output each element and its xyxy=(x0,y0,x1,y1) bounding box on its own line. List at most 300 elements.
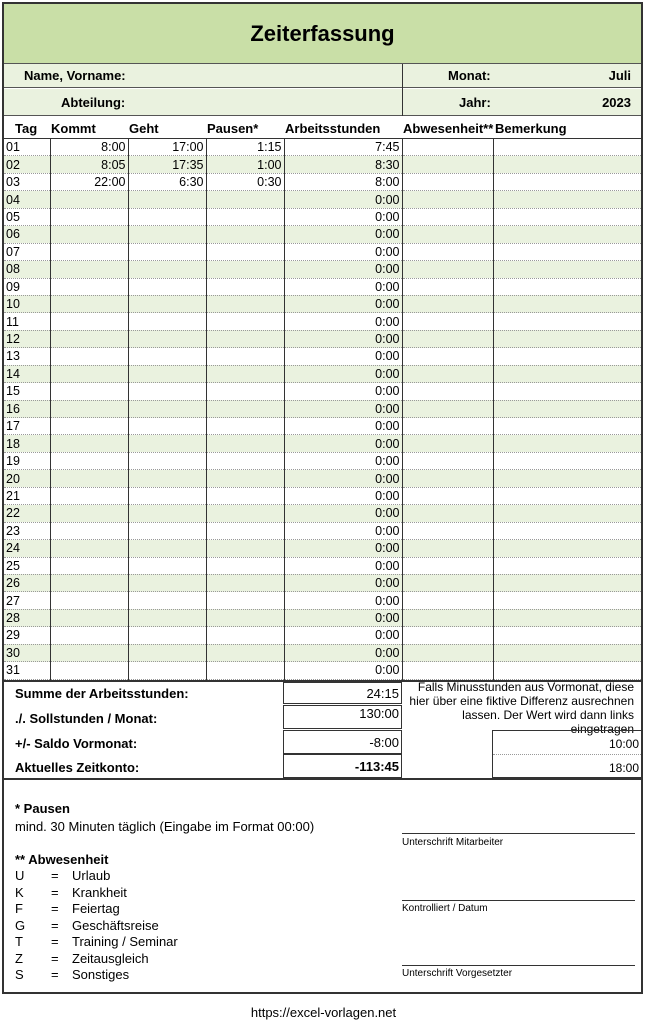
table-cell[interactable] xyxy=(50,191,128,208)
table-cell[interactable] xyxy=(206,261,284,278)
table-cell[interactable] xyxy=(493,435,641,452)
saldo-label: +/- Saldo Vormonat: xyxy=(15,736,138,751)
table-cell[interactable] xyxy=(493,365,641,382)
table-cell[interactable] xyxy=(402,156,493,173)
table-cell: 20 xyxy=(4,470,50,487)
table-cell[interactable] xyxy=(50,609,128,626)
table-row xyxy=(4,452,641,469)
table-cell[interactable] xyxy=(493,348,641,365)
table-cell[interactable] xyxy=(206,627,284,644)
table-cell: 0:00 xyxy=(284,191,402,208)
table-cell[interactable] xyxy=(206,365,284,382)
legend-equals: = xyxy=(51,901,59,916)
table-cell: 0:00 xyxy=(284,609,402,626)
legend-equals: = xyxy=(51,884,59,900)
legend-text: Sonstiges xyxy=(72,967,130,982)
table-cell[interactable] xyxy=(493,592,641,609)
saldo-value[interactable]: -8:00 xyxy=(283,730,402,754)
table-row xyxy=(4,592,641,609)
table-cell[interactable] xyxy=(50,226,128,243)
table-cell: 0:00 xyxy=(284,592,402,609)
table-cell[interactable] xyxy=(128,278,206,295)
table-cell[interactable] xyxy=(493,505,641,522)
table-cell: 30 xyxy=(4,644,50,661)
table-cell[interactable] xyxy=(50,243,128,260)
table-cell[interactable] xyxy=(206,208,284,225)
table-cell: 26 xyxy=(4,574,50,591)
table-row xyxy=(4,435,641,452)
table-cell[interactable] xyxy=(50,418,128,435)
table-cell[interactable] xyxy=(128,226,206,243)
table-cell[interactable] xyxy=(50,574,128,591)
table-cell[interactable] xyxy=(402,208,493,225)
table-cell[interactable] xyxy=(128,365,206,382)
table-cell[interactable] xyxy=(493,470,641,487)
table-cell[interactable] xyxy=(50,452,128,469)
table-cell: 07 xyxy=(4,243,50,260)
table-cell[interactable] xyxy=(493,557,641,574)
table-cell[interactable] xyxy=(402,418,493,435)
legend-code: G xyxy=(15,917,26,933)
table-cell: 0:00 xyxy=(284,295,402,312)
konto-label: Aktuelles Zeitkonto: xyxy=(15,760,140,775)
table-cell[interactable] xyxy=(402,348,493,365)
table-row xyxy=(4,505,641,522)
table-cell[interactable] xyxy=(50,383,128,400)
table-cell[interactable] xyxy=(128,644,206,661)
table-cell[interactable] xyxy=(206,540,284,557)
table-cell[interactable] xyxy=(493,540,641,557)
table-cell[interactable] xyxy=(50,313,128,330)
table-cell[interactable] xyxy=(128,505,206,522)
table-cell[interactable] xyxy=(493,418,641,435)
table-cell[interactable] xyxy=(402,435,493,452)
table-cell[interactable] xyxy=(493,627,641,644)
table-cell[interactable] xyxy=(206,505,284,522)
table-cell[interactable]: 1:15 xyxy=(206,139,284,156)
table-cell[interactable] xyxy=(206,644,284,661)
legend-code: K xyxy=(15,884,24,900)
table-cell[interactable] xyxy=(493,226,641,243)
calc-box xyxy=(492,730,641,778)
table-cell[interactable] xyxy=(493,609,641,626)
table-cell[interactable]: 6:30 xyxy=(128,173,206,190)
col-bemerkung: Bemerkung xyxy=(495,121,567,136)
pausen-text: mind. 30 Minuten täglich (Eingabe im Format 00:00) xyxy=(15,819,315,834)
table-cell[interactable] xyxy=(402,540,493,557)
summary-bottom-rule xyxy=(4,778,641,780)
legend-code: U xyxy=(15,868,25,883)
table-row xyxy=(4,330,641,347)
table-cell[interactable] xyxy=(128,295,206,312)
table-cell[interactable] xyxy=(50,295,128,312)
table-row xyxy=(4,243,641,260)
table-cell[interactable] xyxy=(402,226,493,243)
table-cell: 0:00 xyxy=(284,452,402,469)
table-cell: 0:00 xyxy=(284,208,402,225)
table-cell[interactable] xyxy=(128,418,206,435)
table-cell[interactable] xyxy=(128,592,206,609)
table-cell: 05 xyxy=(4,208,50,225)
table-cell: 08 xyxy=(4,261,50,278)
table-cell[interactable] xyxy=(402,592,493,609)
table-cell: 0:00 xyxy=(284,522,402,539)
table-row xyxy=(4,540,641,557)
table-cell[interactable] xyxy=(206,452,284,469)
table-row xyxy=(4,400,641,417)
legend-item xyxy=(15,885,275,902)
col-tag: Tag xyxy=(15,121,38,136)
table-cell: 8:30 xyxy=(284,156,402,173)
sum-value: 24:15 xyxy=(283,682,402,704)
table-cell[interactable] xyxy=(206,243,284,260)
table-cell[interactable] xyxy=(50,627,128,644)
table-cell[interactable] xyxy=(206,226,284,243)
table-cell: 19 xyxy=(4,452,50,469)
table-cell[interactable] xyxy=(402,173,493,190)
table-cell: 28 xyxy=(4,609,50,626)
year-label: Jahr: xyxy=(459,95,491,110)
table-cell[interactable] xyxy=(206,313,284,330)
table-cell: 0:00 xyxy=(284,383,402,400)
col-kommt: Kommt xyxy=(51,121,96,136)
table-row xyxy=(4,574,641,591)
table-cell[interactable] xyxy=(128,208,206,225)
table-cell: 27 xyxy=(4,592,50,609)
table-cell[interactable] xyxy=(402,557,493,574)
table-cell: 16 xyxy=(4,400,50,417)
legend-equals: = xyxy=(51,967,59,982)
abwesenheit-legend xyxy=(15,868,275,984)
table-cell[interactable] xyxy=(402,522,493,539)
table-cell[interactable] xyxy=(128,400,206,417)
table-cell: 31 xyxy=(4,662,50,679)
signature-supervisor-label: Unterschrift Vorgesetzter xyxy=(402,968,513,979)
month-value[interactable]: Juli xyxy=(608,68,631,83)
table-cell[interactable] xyxy=(50,330,128,347)
signature-employee-label: Unterschrift Mitarbeiter xyxy=(402,837,504,848)
table-row xyxy=(4,644,641,661)
header-divider xyxy=(402,64,403,116)
table-cell: 09 xyxy=(4,278,50,295)
col-arbeitsstunden: Arbeitsstunden xyxy=(285,121,381,136)
legend-item xyxy=(15,918,275,935)
table-cell: 0:00 xyxy=(284,662,402,679)
soll-label: ./. Sollstunden / Monat: xyxy=(15,711,158,726)
table-cell[interactable] xyxy=(128,383,206,400)
table-cell: 02 xyxy=(4,156,50,173)
table-cell[interactable] xyxy=(493,383,641,400)
table-cell[interactable] xyxy=(206,557,284,574)
footer-url[interactable]: https://excel-vorlagen.net xyxy=(250,1005,397,1020)
legend-text: Urlaub xyxy=(72,868,111,883)
table-row xyxy=(4,662,641,679)
table-cell[interactable] xyxy=(128,557,206,574)
table-cell[interactable] xyxy=(128,470,206,487)
table-cell: 17 xyxy=(4,418,50,435)
table-row xyxy=(4,470,641,487)
legend-code: F xyxy=(15,901,23,916)
table-cell[interactable] xyxy=(50,208,128,225)
table-cell[interactable] xyxy=(128,348,206,365)
department-row xyxy=(4,89,641,116)
legend-equals: = xyxy=(51,917,59,933)
table-cell[interactable] xyxy=(128,574,206,591)
col-pausen: Pausen* xyxy=(207,121,259,136)
table-cell[interactable] xyxy=(128,540,206,557)
table-cell[interactable] xyxy=(493,330,641,347)
table-cell[interactable] xyxy=(206,487,284,504)
table-cell[interactable] xyxy=(402,243,493,260)
table-cell[interactable] xyxy=(402,191,493,208)
table-cell: 18 xyxy=(4,435,50,452)
table-cell[interactable] xyxy=(206,609,284,626)
table-cell: 0:00 xyxy=(284,487,402,504)
table-cell[interactable]: 8:00 xyxy=(50,139,128,156)
table-cell[interactable] xyxy=(50,470,128,487)
table-row xyxy=(4,191,641,208)
table-cell[interactable] xyxy=(493,400,641,417)
table-cell[interactable]: 17:35 xyxy=(128,156,206,173)
controlled-label: Kontrolliert / Datum xyxy=(402,903,488,914)
table-cell[interactable] xyxy=(402,487,493,504)
table-cell: 0:00 xyxy=(284,261,402,278)
col-abwesenheit: Abwesenheit** xyxy=(403,121,494,136)
table-cell[interactable] xyxy=(206,191,284,208)
legend-text: Geschäftsreise xyxy=(72,917,159,933)
table-row xyxy=(4,365,641,382)
table-cell[interactable] xyxy=(402,470,493,487)
konto-value: -113:45 xyxy=(283,754,402,778)
table-cell: 0:00 xyxy=(284,418,402,435)
table-cell[interactable] xyxy=(206,574,284,591)
table-cell[interactable] xyxy=(50,435,128,452)
table-cell: 03 xyxy=(4,173,50,190)
signature-line-employee xyxy=(402,833,635,834)
table-cell: 0:00 xyxy=(284,557,402,574)
table-cell[interactable] xyxy=(493,295,641,312)
table-cell: 0:00 xyxy=(284,540,402,557)
table-cell[interactable] xyxy=(402,644,493,661)
table-cell[interactable] xyxy=(402,295,493,312)
table-cell: 0:00 xyxy=(284,400,402,417)
table-row xyxy=(4,156,641,173)
year-value[interactable]: 2023 xyxy=(602,95,631,110)
table-cell[interactable] xyxy=(128,261,206,278)
table-cell[interactable] xyxy=(206,592,284,609)
table-cell: 0:00 xyxy=(284,627,402,644)
table-cell: 8:00 xyxy=(284,173,402,190)
soll-value[interactable]: 130:00 xyxy=(283,705,402,729)
table-cell[interactable] xyxy=(402,662,493,679)
table-cell[interactable] xyxy=(128,662,206,679)
table-cell[interactable] xyxy=(50,487,128,504)
legend-item xyxy=(15,951,275,968)
table-cell: 0:00 xyxy=(284,330,402,347)
page-title: Zeiterfassung xyxy=(4,4,641,64)
table-cell[interactable] xyxy=(128,330,206,347)
table-row xyxy=(4,208,641,225)
table-cell[interactable] xyxy=(128,627,206,644)
table-cell[interactable] xyxy=(402,627,493,644)
table-cell[interactable] xyxy=(493,208,641,225)
table-cell: 0:00 xyxy=(284,243,402,260)
column-header-row xyxy=(4,116,641,139)
table-cell[interactable] xyxy=(128,313,206,330)
table-cell[interactable] xyxy=(402,261,493,278)
table-cell: 0:00 xyxy=(284,226,402,243)
table-cell[interactable] xyxy=(493,522,641,539)
abwesenheit-heading: ** Abwesenheit xyxy=(15,852,109,867)
table-cell[interactable] xyxy=(206,295,284,312)
table-cell[interactable] xyxy=(206,470,284,487)
table-cell[interactable] xyxy=(50,557,128,574)
table-cell: 25 xyxy=(4,557,50,574)
table-cell[interactable] xyxy=(128,609,206,626)
table-row xyxy=(4,522,641,539)
table-row xyxy=(4,226,641,243)
table-cell: 21 xyxy=(4,487,50,504)
table-cell[interactable] xyxy=(50,348,128,365)
table-cell[interactable] xyxy=(206,418,284,435)
table-cell: 15 xyxy=(4,383,50,400)
table-cell: 7:45 xyxy=(284,139,402,156)
table-cell[interactable] xyxy=(493,191,641,208)
table-cell[interactable] xyxy=(206,383,284,400)
calc-value-1[interactable]: 10:00 xyxy=(608,737,639,751)
calc-value-2[interactable]: 18:00 xyxy=(608,761,639,775)
table-cell[interactable] xyxy=(128,191,206,208)
table-cell[interactable] xyxy=(50,365,128,382)
minus-hours-note: Falls Minusstunden aus Vormonat, diese hier über eine fiktive Differenz ausrechnen lassen. Der Wert wird dann links eingetragen xyxy=(409,680,634,736)
table-cell: 11 xyxy=(4,313,50,330)
table-cell[interactable] xyxy=(493,644,641,661)
table-cell: 22 xyxy=(4,505,50,522)
table-cell: 0:00 xyxy=(284,505,402,522)
table-cell[interactable] xyxy=(402,505,493,522)
legend-equals: = xyxy=(51,868,59,883)
table-cell[interactable] xyxy=(402,139,493,156)
table-cell[interactable] xyxy=(402,400,493,417)
table-row xyxy=(4,383,641,400)
table-cell[interactable] xyxy=(493,487,641,504)
table-cell[interactable] xyxy=(128,487,206,504)
table-cell[interactable] xyxy=(493,278,641,295)
legend-code: S xyxy=(15,967,24,982)
table-cell: 04 xyxy=(4,191,50,208)
table-cell[interactable] xyxy=(206,522,284,539)
table-row xyxy=(4,278,641,295)
table-cell[interactable] xyxy=(50,261,128,278)
table-cell[interactable]: 22:00 xyxy=(50,173,128,190)
table-cell[interactable] xyxy=(493,139,641,156)
table-cell[interactable] xyxy=(493,243,641,260)
legend-code: T xyxy=(15,934,23,949)
table-cell[interactable] xyxy=(402,278,493,295)
table-cell[interactable] xyxy=(402,313,493,330)
signature-line-supervisor xyxy=(402,965,635,966)
table-cell[interactable] xyxy=(206,435,284,452)
table-row xyxy=(4,173,641,190)
table-cell[interactable] xyxy=(206,662,284,679)
table-row xyxy=(4,487,641,504)
table-row xyxy=(4,418,641,435)
pausen-heading: * Pausen xyxy=(15,801,70,816)
legend-equals: = xyxy=(51,950,59,966)
table-cell[interactable] xyxy=(50,400,128,417)
table-cell: 0:00 xyxy=(284,574,402,591)
legend-item xyxy=(15,901,275,918)
table-cell[interactable] xyxy=(50,592,128,609)
table-row xyxy=(4,609,641,626)
table-cell[interactable] xyxy=(128,452,206,469)
table-cell[interactable] xyxy=(493,156,641,173)
calc-divider xyxy=(493,754,641,755)
table-cell[interactable]: 1:00 xyxy=(206,156,284,173)
table-cell[interactable] xyxy=(493,261,641,278)
table-cell[interactable] xyxy=(402,574,493,591)
table-cell: 0:00 xyxy=(284,278,402,295)
legend-item xyxy=(15,934,275,951)
table-cell[interactable] xyxy=(128,522,206,539)
table-cell[interactable] xyxy=(128,243,206,260)
legend-equals: = xyxy=(51,934,59,949)
sum-label: Summe der Arbeitsstunden: xyxy=(15,686,189,701)
table-cell[interactable] xyxy=(402,330,493,347)
table-cell[interactable] xyxy=(206,400,284,417)
table-cell: 24 xyxy=(4,540,50,557)
table-cell[interactable] xyxy=(50,278,128,295)
table-cell[interactable] xyxy=(50,505,128,522)
table-cell[interactable] xyxy=(402,383,493,400)
table-cell[interactable] xyxy=(402,452,493,469)
table-cell[interactable] xyxy=(50,540,128,557)
table-cell[interactable] xyxy=(493,574,641,591)
department-label: Abteilung: xyxy=(61,95,126,110)
table-cell: 0:00 xyxy=(284,313,402,330)
table-cell[interactable] xyxy=(402,609,493,626)
legend-item xyxy=(15,868,275,885)
name-row xyxy=(4,64,641,88)
table-cell[interactable] xyxy=(402,365,493,382)
table-cell[interactable]: 8:05 xyxy=(50,156,128,173)
table-cell[interactable] xyxy=(128,435,206,452)
table-cell[interactable] xyxy=(50,644,128,661)
table-cell[interactable] xyxy=(493,662,641,679)
name-label: Name, Vorname: xyxy=(24,68,126,83)
table-cell: 23 xyxy=(4,522,50,539)
legend-text: Training / Seminar xyxy=(72,934,178,949)
table-cell[interactable] xyxy=(50,662,128,679)
table-cell[interactable] xyxy=(206,348,284,365)
table-row xyxy=(4,557,641,574)
table-cell[interactable] xyxy=(493,452,641,469)
table-row xyxy=(4,313,641,330)
signature-line-controlled xyxy=(402,900,635,901)
table-cell[interactable]: 17:00 xyxy=(128,139,206,156)
table-row xyxy=(4,261,641,278)
table-cell[interactable]: 0:30 xyxy=(206,173,284,190)
table-cell[interactable] xyxy=(206,330,284,347)
table-row xyxy=(4,295,641,312)
table-cell[interactable] xyxy=(493,173,641,190)
time-table xyxy=(4,139,641,680)
table-cell: 29 xyxy=(4,627,50,644)
table-cell[interactable] xyxy=(493,313,641,330)
table-cell[interactable] xyxy=(50,522,128,539)
table-cell[interactable] xyxy=(206,278,284,295)
month-label: Monat: xyxy=(448,68,491,83)
